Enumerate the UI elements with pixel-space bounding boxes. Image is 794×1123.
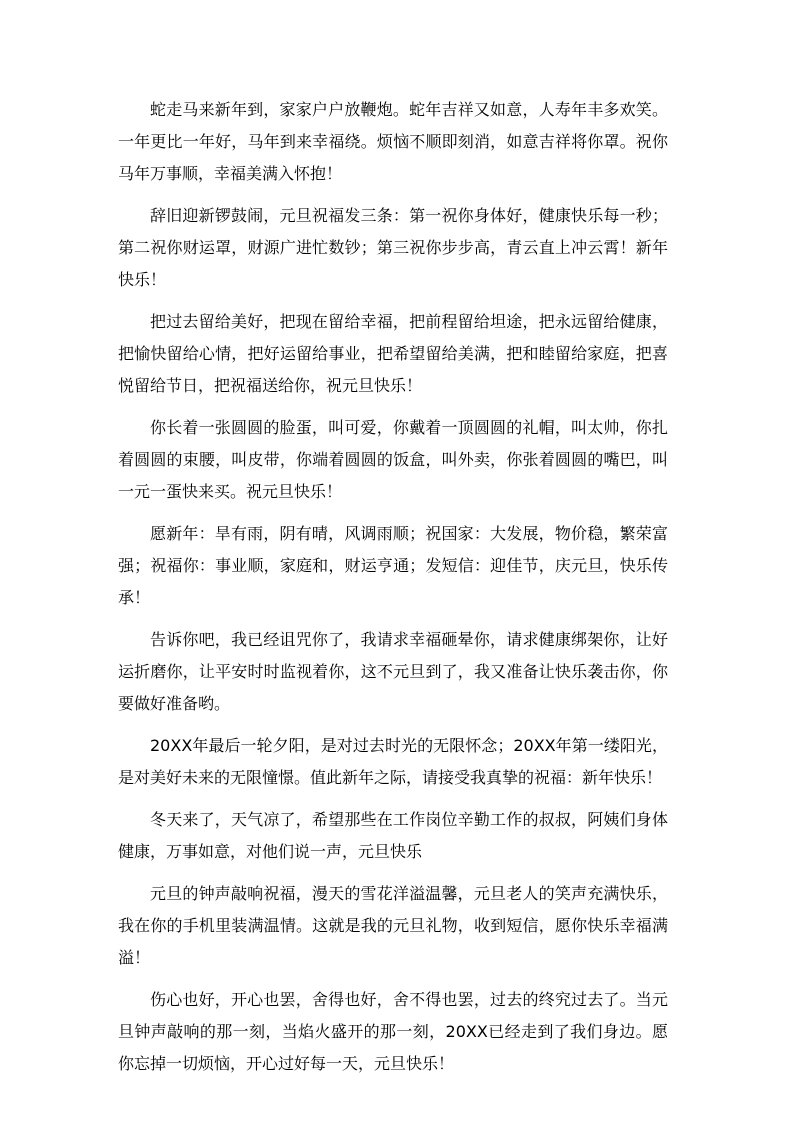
paragraph-5: 愿新年：旱有雨，阴有晴，风调雨顺；祝国家：大发展，物价稳，繁荣富强；祝福你：事业顺，家庭和，财运亨通；发短信：迎佳节，庆元旦，快乐传承！ — [118, 524, 668, 607]
paragraph-10: 伤心也好，开心也罢，舍得也好，舍不得也罢，过去的终究过去了。当元旦钟声敲响的那一刻，当焰火盛开的那一刻，20XX已经走到了我们身边。愿你忘掉一切烦恼，开心过好每一天，元旦快乐！ — [118, 990, 668, 1073]
document-body — [118, 94, 668, 1090]
paragraph-2: 辞旧迎新锣鼓闹，元旦祝福发三条：第一祝你身体好，健康快乐每一秒；第二祝你财运罩，财源广进忙数钞；第三祝你步步高，青云直上冲云霄！新年快乐！ — [118, 206, 668, 289]
paragraph-6: 告诉你吧，我已经诅咒你了，我请求幸福砸晕你，请求健康绑架你，让好运折磨你，让平安时时监视着你，这不元旦到了，我又准备让快乐袭击你，你要做好准备哟。 — [118, 630, 668, 713]
paragraph-4: 你长着一张圆圆的脸蛋，叫可爱，你戴着一顶圆圆的礼帽，叫太帅，你扎着圆圆的束腰，叫皮带，你端着圆圆的饭盒，叫外卖，你张着圆圆的嘴巴，叫一元一蛋快来买。祝元旦快乐！ — [118, 418, 668, 501]
paragraph-3: 把过去留给美好，把现在留给幸福，把前程留给坦途，把永远留给健康，把愉快留给心情，把好运留给事业，把希望留给美满，把和睦留给家庭，把喜悦留给节日，把祝福送给你，祝元旦快乐！ — [118, 312, 668, 395]
paragraph-9: 元旦的钟声敲响祝福，漫天的雪花洋溢温馨，元旦老人的笑声充满快乐，我在你的手机里装满温情。这就是我的元旦礼物，收到短信，愿你快乐幸福满溢！ — [118, 884, 668, 967]
paragraph-7: 20XX年最后一轮夕阳，是对过去时光的无限怀念；20XX年第一缕阳光，是对美好未来的无限憧憬。值此新年之际，请接受我真挚的祝福：新年快乐！ — [118, 736, 668, 787]
paragraph-1: 蛇走马来新年到，家家户户放鞭炮。蛇年吉祥又如意，人寿年丰多欢笑。一年更比一年好，马年到来幸福绕。烦恼不顺即刻消，如意吉祥将你罩。祝你马年万事顺，幸福美满入怀抱！ — [118, 100, 668, 183]
paragraph-8: 冬天来了，天气凉了，希望那些在工作岗位辛勤工作的叔叔，阿姨们身体健康，万事如意，对他们说一声，元旦快乐 — [118, 810, 668, 861]
